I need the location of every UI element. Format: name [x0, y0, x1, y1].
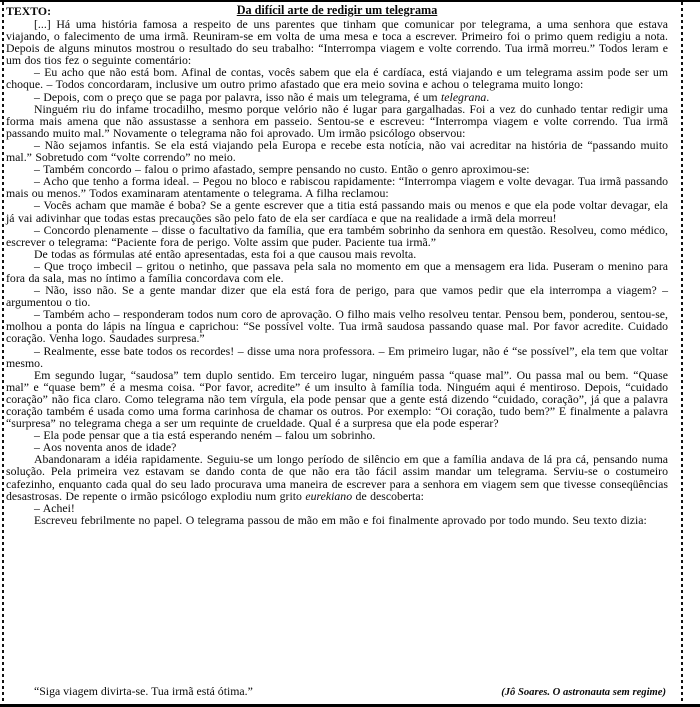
paragraph: – Realmente, esse bate todos os recordes! – disse uma nora professora. – Em primeiro lugar, não é “se possível”, ela tem que voltar mesmo. — [6, 343, 668, 370]
paragraph: – Ela pode pensar que a tia está esperando neném – falou um sobrinho. — [34, 428, 376, 443]
paragraph: – Eu acho que não está bom. Afinal de contas, vocês sabem que ela é cardíaca, está viajando e um telegrama assim pode ser um choque. – Todos concordaram, inclusive um outro primo afastado que era meio sovina e achou o telegrama muito longo: — [6, 65, 668, 92]
paragraph: De todas as fórmulas até então apresentadas, esta foi a que causou mais revolta. — [34, 246, 417, 261]
left-dashed-border — [2, 2, 4, 704]
paragraph: Em segundo lugar, “saudosa” tem duplo sentido. Em terceiro lugar, ninguém passa “quase mal”. Ou passa mal ou bem. “Quase mal” e “quase bem” é a mesma coisa. “Por favor, acredite” é um insulto à família toda. Ninguém aqui é mentiroso. Depois, “cuidado coração” não fica claro. Como telegrama não tem vírgula, ela pode pensar que a gente está dizendo “cuidado, coração”, já que a palavra coração também é usada como uma forma carinhosa de chamar os outros. Por exemplo: “Oi coração, tudo bem?” E finalmente a palavra “surpresa” no telegrama chega a ser um requinte de crueldade. Qual é a surpresa que ela pode esperar? — [6, 367, 668, 431]
paragraph: – Achei! — [34, 500, 75, 515]
final-telegram-quote: “Siga viagem divirta-se. Tua irmã está ótima.” — [34, 684, 253, 698]
text-body — [6, 18, 668, 526]
texto-label: TEXTO: — [6, 4, 52, 18]
document-header — [6, 3, 668, 18]
closing-line — [6, 684, 668, 699]
paragraph: – Também acho – responderam todos num coro de aprovação. O filho mais velho resolveu tentar. Pensou bem, ponderou, sentou-se, molhou a ponta do lápis na língua e caprichou: “Se possível volte. Tua irmã saudosa passando quase mal. Por favor acredite. Cuidado coração. Venha logo. Saudades surpresa.” — [6, 307, 668, 346]
paragraph: Ninguém riu do infame trocadilho, mesmo porque velório não é lugar para gargalhadas. Foi a vez do cunhado tentar redigir uma forma mais amena que não assustasse a senhora em passeio. Sentou-se e escreveu: “Interrompa viagem e volte correndo. Tua irmã passando muito mal.” Novamente o telegrama não foi aprovado. Um irmão psicólogo observou: — [6, 101, 668, 140]
paragraph: – Depois, com o preço que se paga por palavra, isso não é mais um telegrama, é um telegrana. — [34, 89, 490, 104]
source-attribution: (Jô Soares. O astronauta sem regime) — [501, 687, 666, 698]
page-title: Da difícil arte de redigir um telegrama — [236, 3, 438, 17]
document-content — [6, 3, 668, 526]
paragraph: – Também concordo – falou o primo afastado, sempre pensando no custo. Então o genro aproximou-se: — [34, 162, 530, 177]
paragraph: – Acho que tenho a forma ideal. – Pegou no bloco e rabiscou rapidamente: “Interrompa viagem e volte devagar. Tua irmã passando mais ou menos.” Todos examinaram atentamente o telegrama. A filha reclamou: — [6, 174, 668, 201]
paragraph: – Concordo plenamente – disse o facultativo da família, que era também sobrinho da senhora em questão. Resolveu, como médico, escrever o telegrama: “Paciente fora de perigo. Volte assim que puder. Paciente tua irmã.” — [6, 222, 668, 249]
paragraph: – Aos noventa anos de idade? — [34, 440, 177, 455]
paragraph: – Que troço imbecil – gritou o netinho, que passava pela sala no momento em que a mensagem era lida. Puseram o menino para fora da sala, mas no íntimo a família concordava com ele. — [6, 258, 668, 285]
paragraph: – Não sejamos infantis. Se ela está viajando pela Europa e recebe esta notícia, não vai acreditar na história de “passando muito mal.” Sobretudo com “volte correndo” no meio. — [6, 137, 668, 165]
paragraph: Escreveu febrilmente no papel. O telegrama passou de mão em mão e foi finalmente aprovado por todo mundo. Seu texto dizia: — [34, 512, 647, 527]
paragraph: – Não, isso não. Se a gente mandar dizer que ela está fora de perigo, para que vamos pedir que ela interrompa a viagem? – argumentou o tio. — [6, 283, 668, 310]
right-dashed-border — [681, 2, 683, 704]
paragraph: Abandonaram a idéia rapidamente. Seguiu-se um longo período de silêncio em que a família andava de lá pra cá, pensando numa solução. Pela primeira vez estavam se dando conta de que não era tão fácil assim mandar um telegrama. Serviu-se o costumeiro cafezinho, enquanto cada qual do seu lado procurava uma maneira de escrever para a senhora em viagem sem que tivesse conseqüências desastrosas. De repente o irmão psicólogo explodiu num grito eurekiano de descoberta: — [6, 452, 668, 503]
paragraph: [...] Há uma história famosa a respeito de uns parentes que tinham que comunicar por telegrama, a uma senhora que estava viajando, o falecimento de uma irmã. Reuniram-se em volta de uma mesa e toca a escrever. Primeiro foi o primo quem redigiu a nota. Depois de alguns minutos mostrou o resultado do seu trabalho: “Interrompa viagem e volte correndo. Tua irmã morreu.” Todos leram e um dos tios fez o seguinte comentário: — [6, 17, 668, 68]
paragraph: – Vocês acham que mamãe é boba? Se a gente escrever que a titia está passando mais ou menos e que ela pode voltar devagar, ela já vai adivinhar que todas estas precauções são pelo fato de ela ser cardíaca e que na realidade a irmã dela morreu! — [6, 198, 668, 225]
